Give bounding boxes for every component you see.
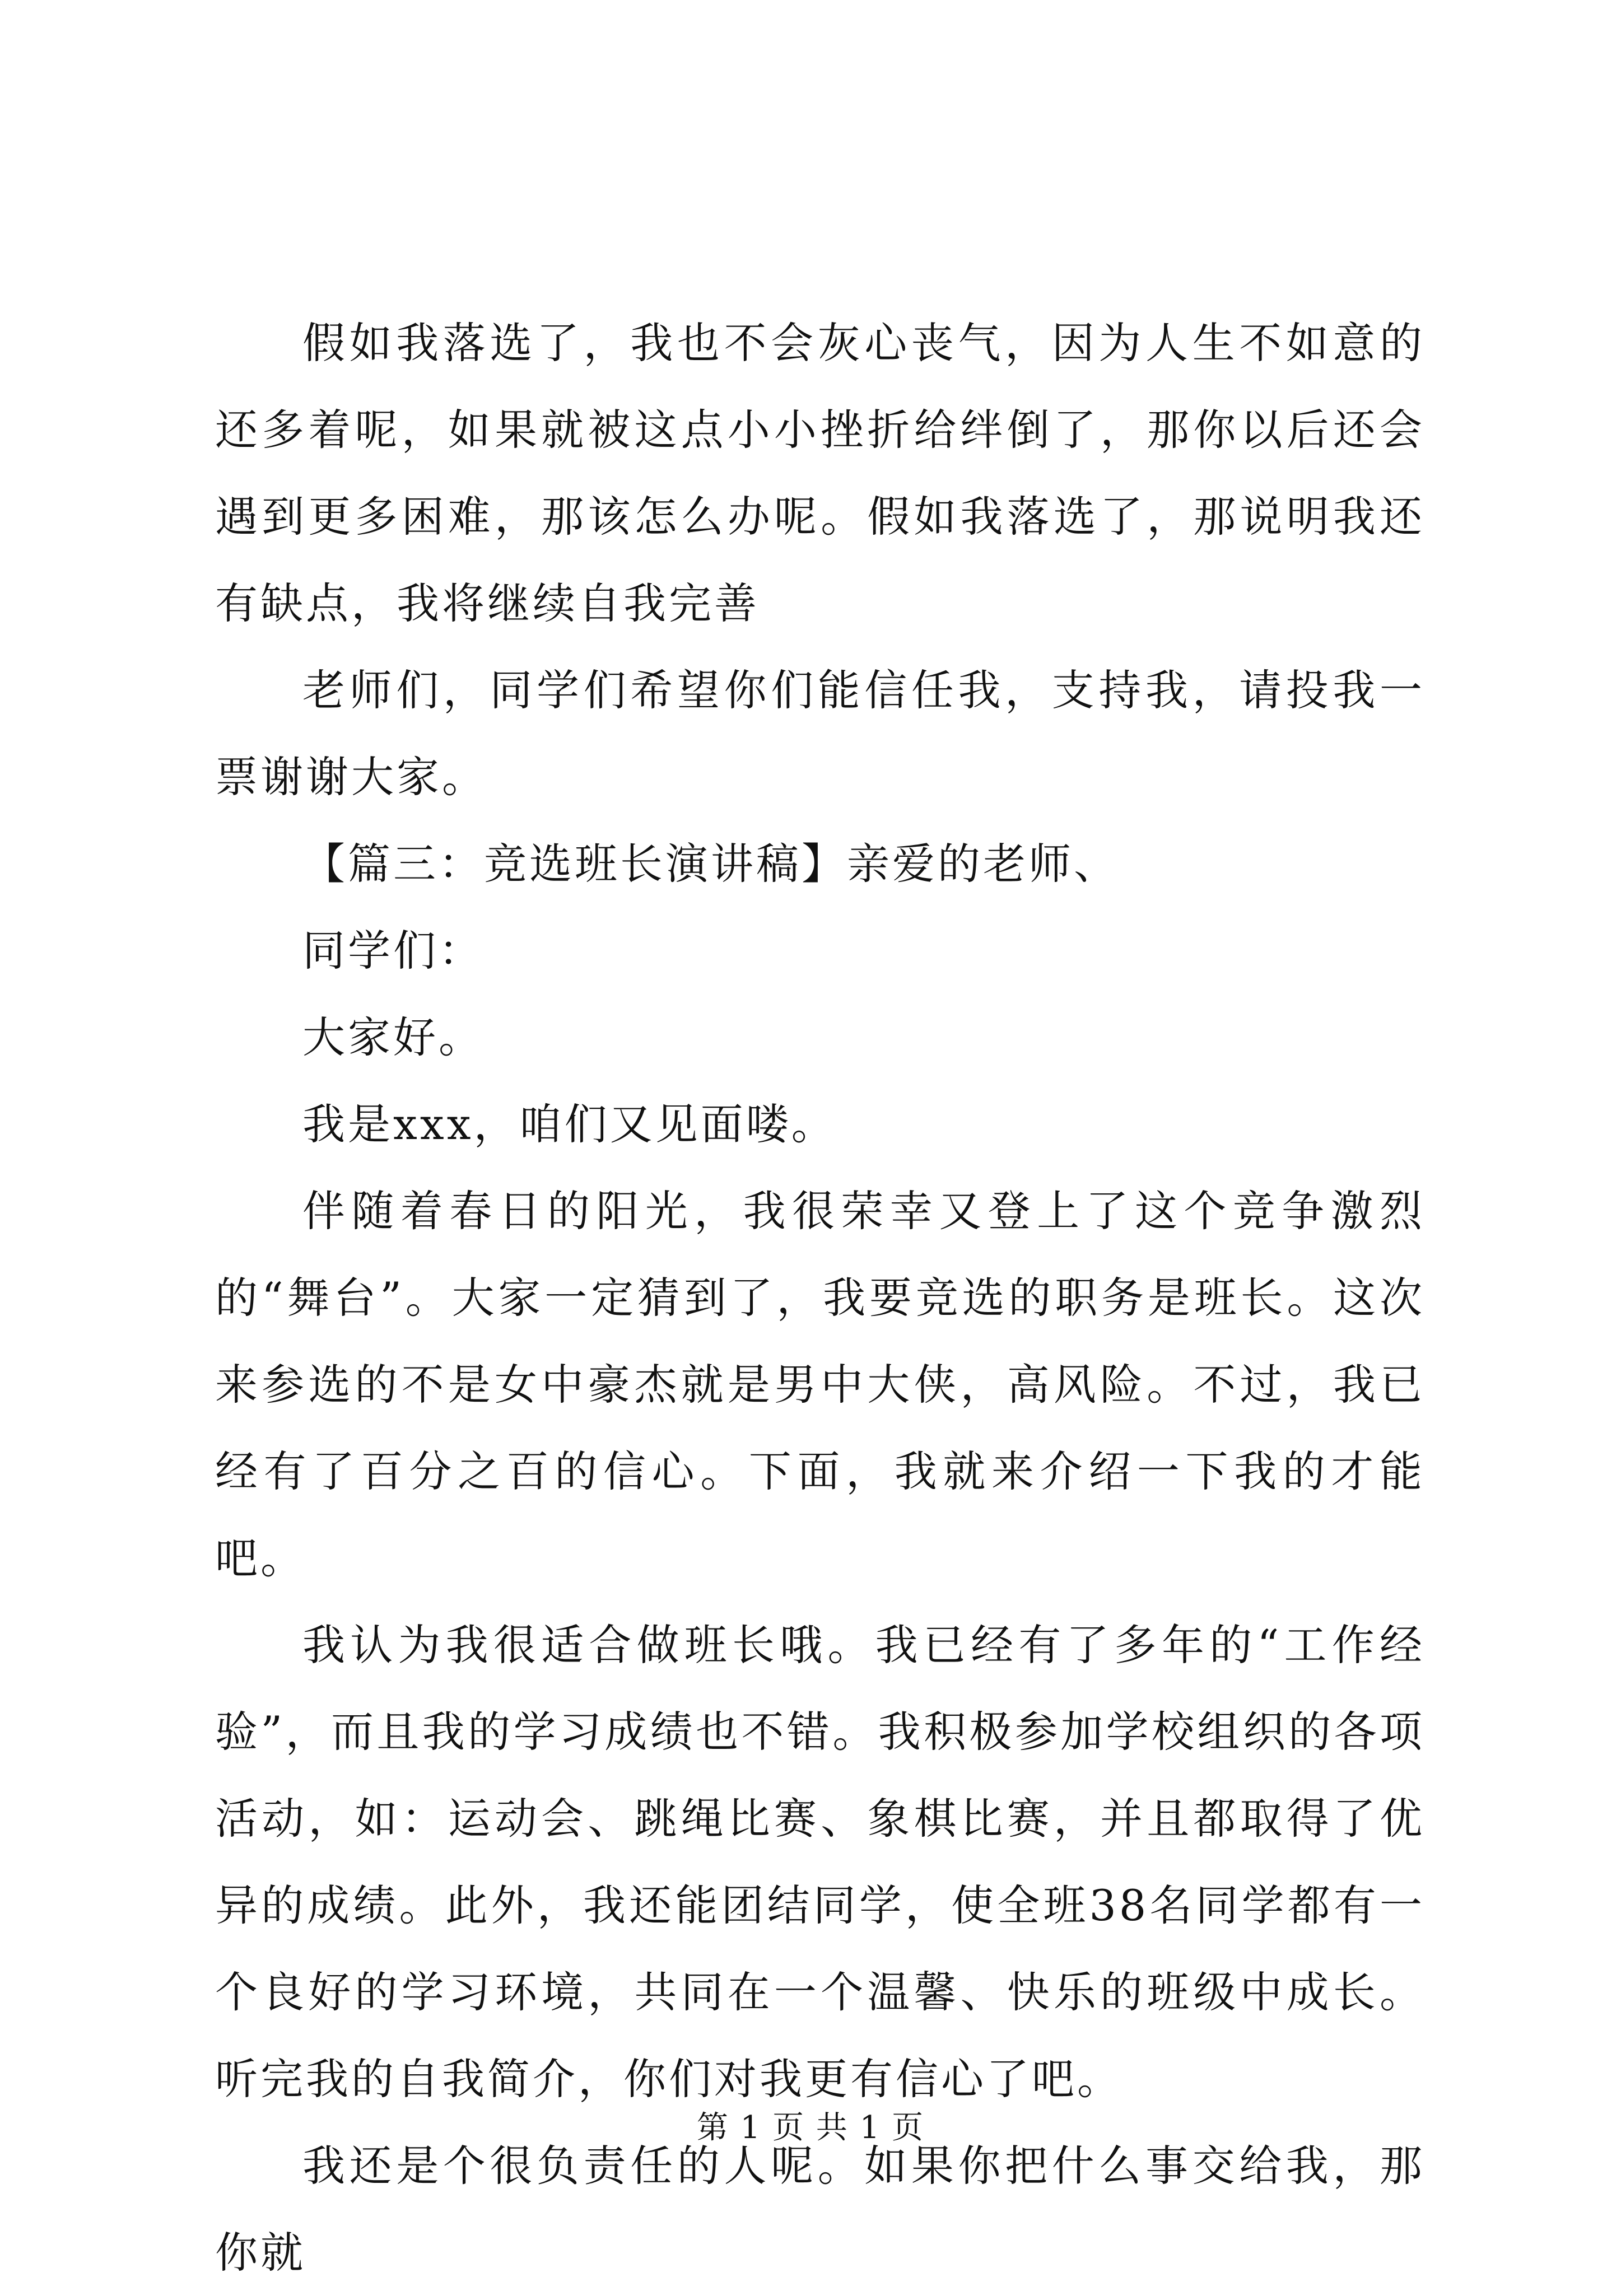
paragraph-5: 我还是个很负责任的人呢。如果你把什么事交给我，那你就 <box>215 2141 1425 2278</box>
paragraph-greeting: 大家好。 <box>302 1012 484 1062</box>
document-body <box>215 300 1425 2296</box>
paragraph-1: 假如我落选了，我也不会灰心丧气，因为人生不如意的还多着呢，如果就被这点小小挫折给绊倒了，那你以后还会遇到更多困难，那该怎么办呢。假如我落选了，那说明我还有缺点，我将继续自我完善 <box>215 318 1425 628</box>
section-heading: 【篇三：竞选班长演讲稿】亲爱的老师、 <box>302 839 1119 889</box>
paragraph-2: 老师们，同学们希望你们能信任我，支持我，请投我一票谢谢大家。 <box>215 665 1425 802</box>
paragraph-4: 我认为我很适合做班长哦。我已经有了多年的“工作经验”，而且我的学习成绩也不错。我积极参加学校组织的各项活动，如：运动会、跳绳比赛、象棋比赛，并且都取得了优异的成绩。此外，我还能团结同学，使全班38名同学都有一个良好的学习环境，共同在一个温馨、快乐的班级中成长。听完我的自我简介，你们对我更有信心了吧。 <box>215 1620 1425 2104</box>
paragraph-salutation: 同学们： <box>302 926 484 976</box>
paragraph-intro: 我是xxx，咱们又见面喽。 <box>302 1099 837 1149</box>
paragraph-3: 伴随着春日的阳光，我很荣幸又登上了这个竞争激烈的“舞台”。大家一定猜到了，我要竞选的职务是班长。这次来参选的不是女中豪杰就是男中大侠，高风险。不过，我已经有了百分之百的信心。下面，我就来介绍一下我的才能吧。 <box>215 1186 1425 1583</box>
page-number-footer: 第 1 页 共 1 页 <box>696 2110 925 2146</box>
